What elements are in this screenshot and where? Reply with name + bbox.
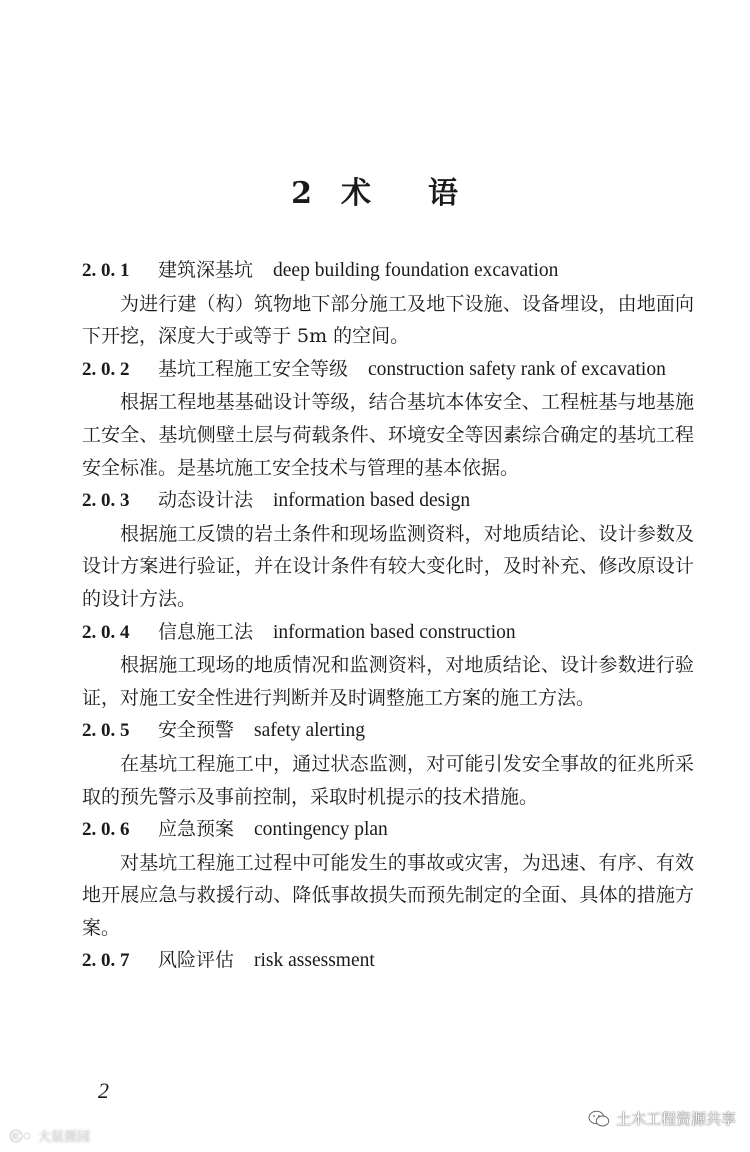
term-english: safety alerting [254, 720, 366, 742]
terms-list [82, 254, 694, 978]
wechat-icon [588, 1110, 610, 1128]
term-english: construction safety rank of excavation [368, 358, 666, 380]
term-chinese: 应急预案 [158, 818, 235, 841]
watermark-left-text: 大鼠摄园 [38, 1130, 91, 1145]
chapter-number: 2 [291, 176, 313, 211]
term-number: 2. 0. 6 [82, 819, 130, 841]
term-definition: 根据工程地基基础设计等级，结合基坑本体安全、工程桩基与地基施工安全、基坑侧壁土层与荷载条件、环境安全等因素综合确定的基坑工程安全标准。是基坑施工安全技术与管理的基本依据。 [82, 391, 694, 479]
camera-logo-icon [8, 1128, 34, 1144]
term-heading [82, 813, 694, 847]
watermark-right-text: 土木工程资源共享 [615, 1110, 736, 1128]
watermark-right [588, 1108, 736, 1129]
term-heading [82, 944, 694, 978]
term-number: 2. 0. 2 [82, 358, 130, 380]
term-number: 2. 0. 7 [82, 950, 130, 972]
chapter-title-char-1: 术 [340, 176, 372, 211]
term-number: 2. 0. 3 [82, 490, 130, 512]
term-definition: 在基坑工程施工中，通过状态监测，对可能引发安全事故的征兆所采取的预先警示及事前控制，采取时机提示的技术措施。 [82, 752, 694, 808]
term-chinese: 安全预警 [158, 719, 235, 742]
page-number: 2 [98, 1078, 109, 1103]
term-english: contingency plan [254, 819, 388, 841]
watermark-left [8, 1126, 90, 1145]
term-definition: 根据施工反馈的岩土条件和现场监测资料，对地质结论、设计参数及设计方案进行验证，并在设计条件有较大变化时，及时补充、修改原设计的设计方法。 [82, 522, 694, 610]
term-chinese: 风险评估 [158, 949, 235, 972]
term-chinese: 基坑工程施工安全等级 [158, 357, 349, 380]
term-english: information based design [273, 490, 471, 512]
term-chinese: 动态设计法 [158, 489, 254, 512]
chapter-title [0, 168, 750, 212]
term-chinese: 信息施工法 [158, 620, 254, 643]
term-definition: 对基坑工程施工过程中可能发生的事故或灾害，为迅速、有序、有效地开展应急与救援行动、降低事故损失而预先制定的全面、具体的措施方案。 [82, 851, 694, 939]
term-heading [82, 254, 694, 288]
term-chinese: 建筑深基坑 [158, 259, 254, 281]
term-number: 2. 0. 1 [82, 260, 130, 281]
chapter-title-char-2: 语 [427, 176, 459, 211]
term-heading [82, 484, 694, 518]
term-heading [82, 353, 694, 387]
term-definition: 根据施工现场的地质情况和监测资料，对地质结论、设计参数进行验证，对施工安全性进行判断并及时调整施工方案的施工方法。 [82, 654, 694, 709]
term-heading [82, 616, 694, 650]
term-english: risk assessment [254, 950, 375, 972]
term-definition: 为进行建（构）筑物地下部分施工及地下设施、设备埋设，由地面向下开挖，深度大于或等于 5m 的空间。 [82, 292, 694, 348]
term-english: information based construction [273, 621, 516, 643]
term-number: 2. 0. 4 [82, 621, 130, 643]
term-number: 2. 0. 5 [82, 720, 130, 742]
term-heading [82, 714, 694, 748]
svg-text:IC: IC [12, 1131, 20, 1141]
term-english: deep building foundation excavation [273, 260, 559, 281]
